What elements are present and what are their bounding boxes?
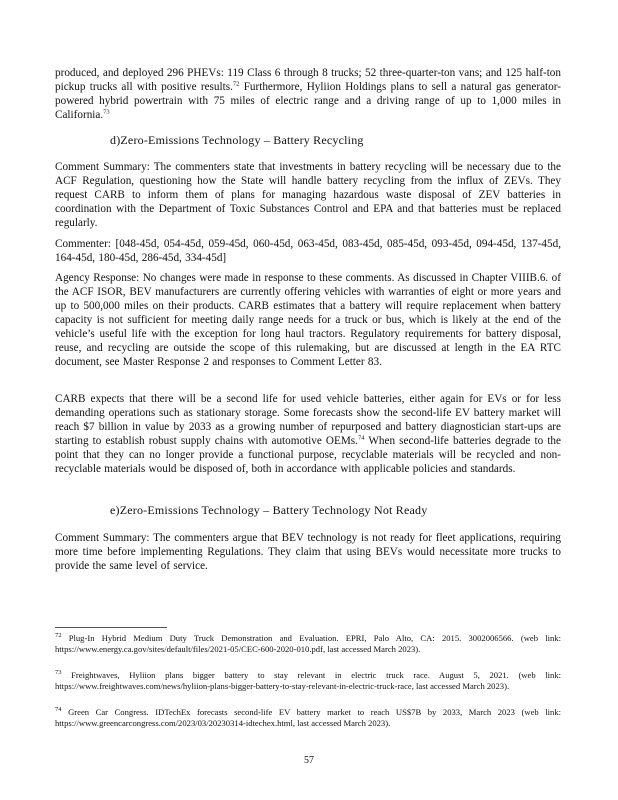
second-life-text-continued: When second-life batteries degrade to the point that they can no longer provide a functional purpose, recyclable materials will be recycled and non-recyclable materials would be disposed of, both in accordance with applicable policies and standards. bbox=[55, 435, 561, 475]
section-heading-battery-recycling: d)Zero-Emissions Technology – Battery Recycling bbox=[110, 133, 364, 147]
footnote-number: 73 bbox=[55, 669, 62, 677]
footnote-ref-73[interactable]: 73 bbox=[103, 108, 110, 116]
footnote-text: Plug-In Hybrid Medium Duty Truck Demonstration and Evaluation. EPRI, Palo Alto, CA: 2015. 3002006566. (web link: https://www.energy.ca.gov/sites/default/files/2021-05/CEC-600-2020-010.pdf, last accessed March 2023). bbox=[55, 633, 561, 654]
footnote-divider bbox=[55, 627, 167, 628]
section-heading-battery-not-ready: e)Zero-Emissions Technology – Battery Technology Not Ready bbox=[110, 503, 428, 517]
agency-response-recycling: Agency Response: No changes were made in response to these comments. As discussed in Chapter VIIIB.6. of the ACF ISOR, BEV manufacturers are currently offering vehicles with warranties of eight or more years and up to 500,000 miles on their products. CARB estimates that a battery will require replacement when battery capacity is not sufficient for meeting daily range needs for a truck or bus, which is likely at the end of the vehicle’s useful life with the exception for long haul tractors. Regulatory requirements for battery disposal, reuse, and recycling are outside the scope of this rulemaking, but are discussed at length in the EA RTC document, see Master Response 2 and responses to Comment Letter 83. bbox=[55, 272, 561, 368]
footnote-73 bbox=[55, 670, 561, 692]
page-number: 57 bbox=[304, 755, 314, 766]
footnote-72 bbox=[55, 633, 561, 655]
footnote-number: 74 bbox=[55, 706, 62, 714]
footnote-ref-74[interactable]: 74 bbox=[357, 434, 365, 442]
footnote-number: 72 bbox=[55, 632, 62, 640]
intro-text-continued: Furthermore, Hyliion Holdings plans to sell a natural gas generator-powered hybrid powertrain with 75 miles of electric range and a driving range of up to 1,000 miles in California. bbox=[55, 81, 561, 121]
footnote-74 bbox=[55, 707, 561, 729]
intro-paragraph bbox=[55, 66, 561, 122]
intro-text: produced, and deployed 296 PHEVs: 119 Class 6 through 8 trucks; 52 three-quarter-ton vans; and 125 half-ton pickup trucks all with positive results. bbox=[55, 67, 561, 93]
comment-summary-not-ready: Comment Summary: The commenters argue that BEV technology is not ready for fleet applications, requiring more time before implementing Regulations. They claim that using BEVs would necessitate more trucks to provide the same level of service. bbox=[55, 532, 561, 572]
second-life-paragraph bbox=[55, 392, 561, 476]
footnote-text: Green Car Congress. IDTechEx forecasts second-life EV battery market to reach US$7B by 2033, March 2023 (web link: https://www.greencarcongress.com/2023/03/20230314-idtechex.html, last accessed March 2023). bbox=[55, 707, 561, 728]
footnote-ref-72[interactable]: 72 bbox=[232, 80, 240, 88]
footnote-text: Freightwaves, Hyliion plans bigger battery to stay relevant in electric truck race. August 5, 2021. (web link: https://www.freightwaves.com/news/hyliion-plans-bigger-battery-to-stay-relevant-in-electric-truck-race, last accessed March 2023). bbox=[55, 670, 561, 691]
commenter-list-recycling: Commenter: [048-45d, 054-45d, 059-45d, 060-45d, 063-45d, 083-45d, 085-45d, 093-45d, 094-45d, 137-45d, 164-45d, 180-45d, 286-45d, 334-45d] bbox=[55, 238, 561, 264]
second-life-text: CARB expects that there will be a second life for used vehicle batteries, either again for EVs or for less demanding operations such as stationary storage. Some forecasts show the second-life EV battery market will reach $7 billion in value by 2033 as a growing number of repurposed and battery diagnostician start-ups are starting to establish robust supply chains with automotive OEMs. bbox=[55, 393, 561, 447]
comment-summary-recycling: Comment Summary: The commenters state that investments in battery recycling will be necessary due to the ACF Regulation, questioning how the State will handle battery recycling from the influx of ZEVs. They request CARB to inform them of plans for managing hazardous waste disposal of ZEV batteries in coordination with the Department of Toxic Substances Control and EPA and that batteries must be replaced regularly. bbox=[55, 161, 561, 229]
